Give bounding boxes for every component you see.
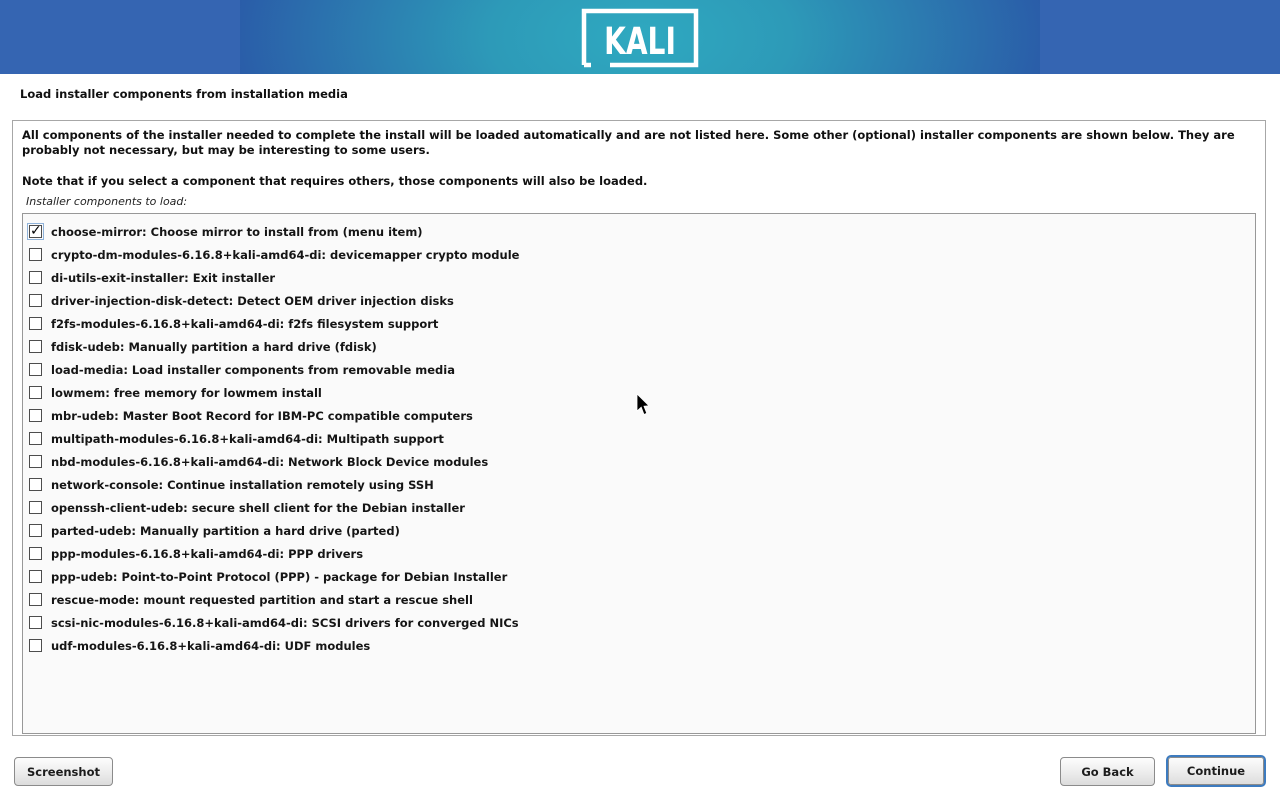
component-checkbox[interactable] — [29, 386, 42, 399]
component-checkbox[interactable] — [29, 616, 42, 629]
component-label: openssh-client-udeb: secure shell client for the Debian installer — [51, 500, 465, 515]
continue-button-label: Continue — [1186, 764, 1246, 778]
content-frame — [12, 120, 1266, 736]
component-row[interactable] — [23, 565, 1255, 588]
component-row[interactable] — [23, 450, 1255, 473]
component-row[interactable] — [23, 358, 1255, 381]
component-checkbox[interactable] — [29, 294, 42, 307]
component-label: f2fs-modules-6.16.8+kali-amd64-di: f2fs filesystem support — [51, 316, 439, 331]
go-back-button-label: Go Back — [1081, 764, 1134, 779]
component-label: load-media: Load installer components from removable media — [51, 362, 455, 377]
component-checkbox[interactable] — [29, 524, 42, 537]
component-row[interactable] — [23, 335, 1255, 358]
components-list — [22, 213, 1256, 734]
component-label: multipath-modules-6.16.8+kali-amd64-di: Multipath support — [51, 431, 444, 446]
component-checkbox[interactable] — [29, 639, 42, 652]
component-row[interactable] — [23, 588, 1255, 611]
component-label: ppp-udeb: Point-to-Point Protocol (PPP) - package for Debian Installer — [51, 569, 508, 584]
intro-paragraph: All components of the installer needed to complete the install will be loaded automatically and are not listed here. Some other (optional) installer components are shown below. They are probably not necessary, but may be interesting to some users. — [22, 128, 1235, 157]
component-label: lowmem: free memory for lowmem install — [51, 385, 322, 400]
component-checkbox[interactable] — [29, 593, 42, 606]
component-label: di-utils-exit-installer: Exit installer — [51, 270, 276, 285]
screenshot-button-label: Screenshot — [27, 764, 100, 779]
go-back-button[interactable] — [1060, 757, 1155, 786]
component-checkbox[interactable] — [29, 248, 42, 261]
component-checkbox[interactable] — [29, 432, 42, 445]
continue-button[interactable] — [1166, 755, 1266, 787]
component-checkbox[interactable] — [29, 363, 42, 376]
component-checkbox[interactable] — [29, 271, 42, 284]
component-row[interactable] — [23, 312, 1255, 335]
component-label: udf-modules-6.16.8+kali-amd64-di: UDF modules — [51, 638, 371, 653]
component-row[interactable] — [23, 404, 1255, 427]
component-label: crypto-dm-modules-6.16.8+kali-amd64-di: devicemapper crypto module — [51, 247, 520, 262]
component-row[interactable] — [23, 381, 1255, 404]
component-checkbox[interactable] — [29, 547, 42, 560]
component-checkbox[interactable] — [29, 478, 42, 491]
component-row[interactable] — [23, 519, 1255, 542]
note-paragraph: Note that if you select a component that requires others, those components will also be loaded. — [22, 174, 648, 188]
component-row[interactable] — [23, 634, 1255, 657]
component-row[interactable] — [23, 473, 1255, 496]
component-checkbox[interactable] — [29, 225, 42, 238]
component-checkbox[interactable] — [29, 501, 42, 514]
component-row[interactable] — [23, 266, 1255, 289]
component-row[interactable] — [23, 220, 1255, 243]
component-row[interactable] — [23, 289, 1255, 312]
component-row[interactable] — [23, 243, 1255, 266]
page-title: Load installer components from installation media — [20, 87, 348, 101]
component-row[interactable] — [23, 542, 1255, 565]
component-label: nbd-modules-6.16.8+kali-amd64-di: Network Block Device modules — [51, 454, 489, 469]
component-checkbox[interactable] — [29, 317, 42, 330]
kali-logo-icon — [580, 7, 700, 69]
component-row[interactable] — [23, 427, 1255, 450]
kali-logo-text: KALI — [604, 18, 676, 63]
component-checkbox[interactable] — [29, 455, 42, 468]
component-label: rescue-mode: mount requested partition and start a rescue shell — [51, 592, 473, 607]
component-label: network-console: Continue installation remotely using SSH — [51, 477, 434, 492]
component-checkbox[interactable] — [29, 340, 42, 353]
component-checkbox[interactable] — [29, 570, 42, 583]
component-label: scsi-nic-modules-6.16.8+kali-amd64-di: SCSI drivers for converged NICs — [51, 615, 519, 630]
component-checkbox[interactable] — [29, 409, 42, 422]
screenshot-button[interactable] — [14, 757, 113, 786]
component-row[interactable] — [23, 496, 1255, 519]
component-label: choose-mirror: Choose mirror to install from (menu item) — [51, 224, 423, 239]
component-label: mbr-udeb: Master Boot Record for IBM-PC compatible computers — [51, 408, 473, 423]
installer-banner — [0, 0, 1280, 74]
component-label: parted-udeb: Manually partition a hard drive (parted) — [51, 523, 400, 538]
component-label: fdisk-udeb: Manually partition a hard drive (fdisk) — [51, 339, 377, 354]
components-list-label: Installer components to load: — [26, 195, 188, 208]
component-row[interactable] — [23, 611, 1255, 634]
component-label: driver-injection-disk-detect: Detect OEM driver injection disks — [51, 293, 454, 308]
component-label: ppp-modules-6.16.8+kali-amd64-di: PPP drivers — [51, 546, 364, 561]
